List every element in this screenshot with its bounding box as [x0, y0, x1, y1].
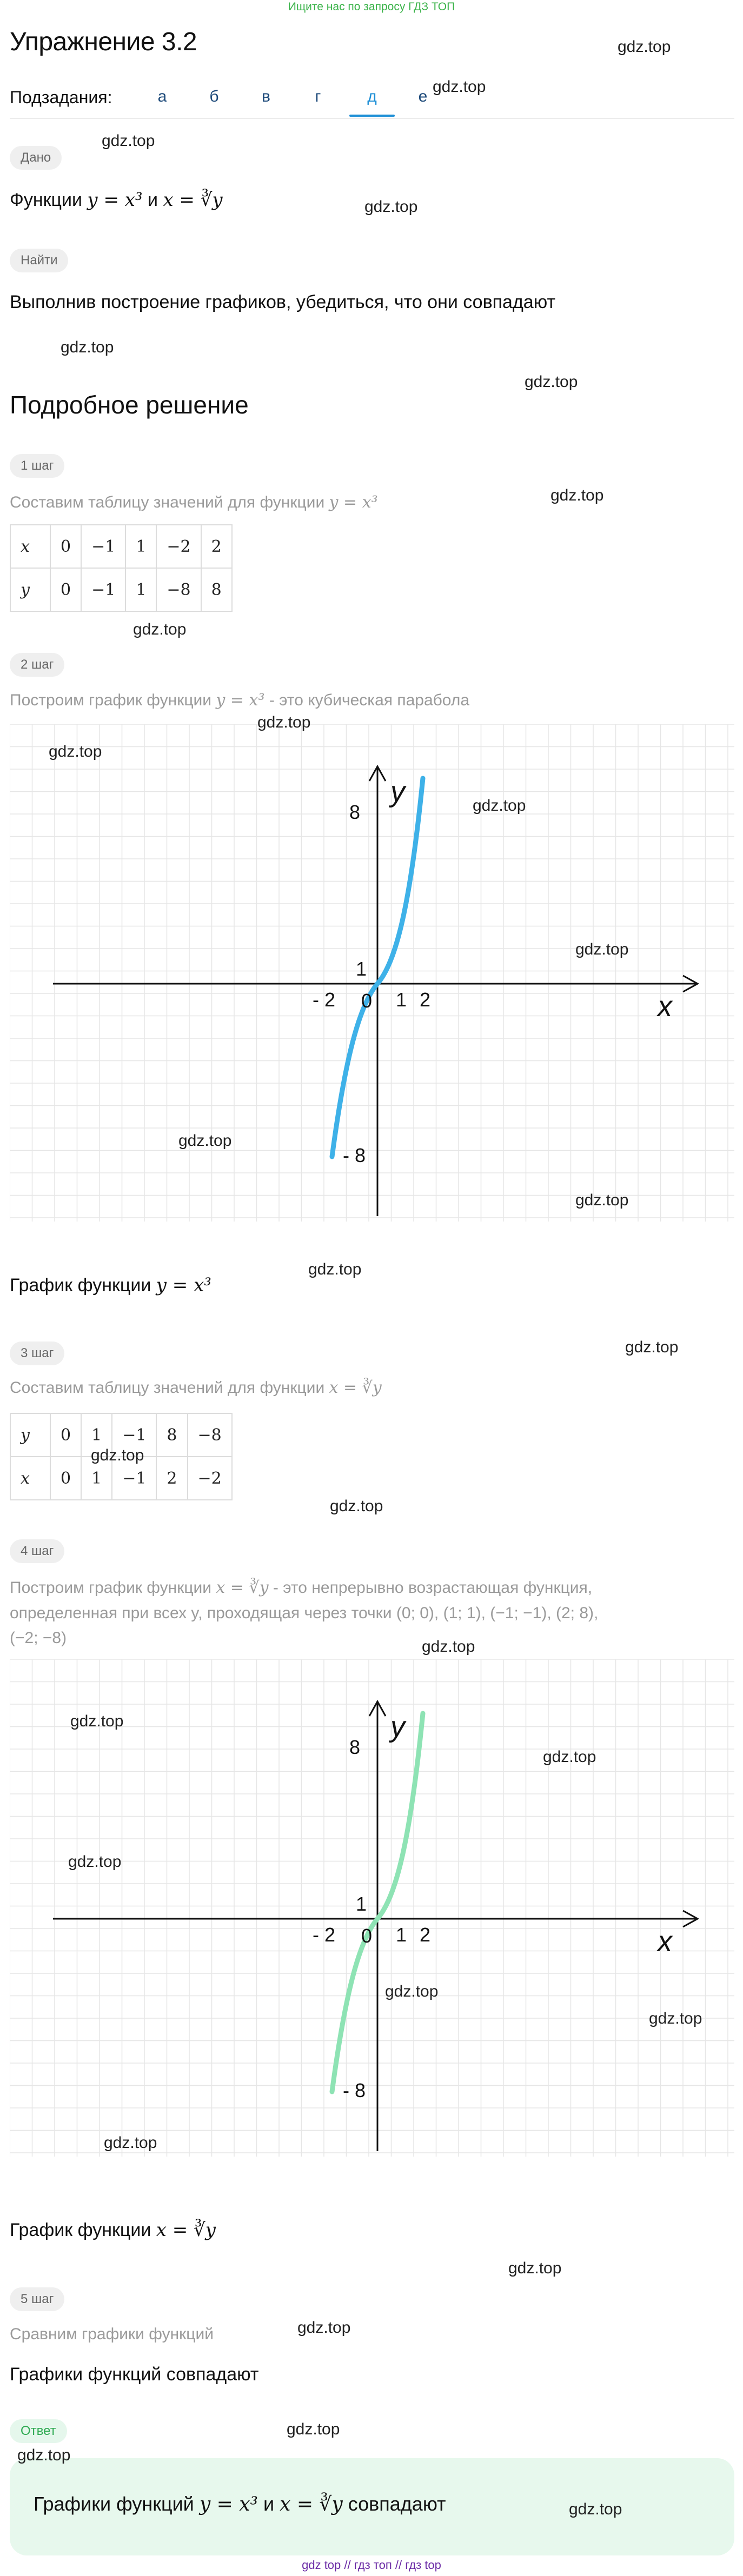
- table-cell: 0: [50, 1457, 81, 1500]
- watermark: gdz.top: [569, 2500, 622, 2518]
- subtask-tab-d[interactable]: д: [367, 88, 377, 105]
- step1-prefix: Составим таблицу значений для функции: [10, 493, 325, 511]
- axes: [53, 766, 698, 1216]
- watermark: gdz.top: [575, 940, 629, 958]
- table-cell: y: [10, 568, 50, 611]
- tick-origin: 0: [361, 990, 373, 1012]
- tick-x-2: 2: [420, 989, 431, 1011]
- step4-caption-prefix: График функции: [10, 2220, 151, 2240]
- step3-prefix: Составим таблицу значений для функции: [10, 1379, 325, 1397]
- given-prefix: Функции: [10, 190, 82, 210]
- tick-x-1: 1: [396, 1924, 407, 1946]
- table-cell: 1: [81, 1457, 112, 1500]
- watermark: gdz.top: [133, 620, 187, 638]
- table-cell: −1: [112, 1413, 156, 1457]
- graph-svg-2: [10, 1659, 734, 2157]
- table-cell: −2: [156, 525, 201, 568]
- given-eq2: x = ∛y: [163, 189, 223, 211]
- tick-x-neg2: - 2: [313, 1924, 336, 1946]
- footer-links[interactable]: gdz top // гдз топ // гдз top: [302, 2558, 441, 2572]
- answer-pill: Ответ: [10, 2419, 67, 2443]
- step3-eq: x = ∛y: [329, 1378, 382, 1397]
- step4-line1-eq: x = ∛y: [216, 1578, 269, 1597]
- table-cell: −8: [156, 568, 201, 611]
- table-cell: 2: [201, 525, 232, 568]
- watermark: gdz.top: [364, 198, 418, 216]
- table-cell: −8: [188, 1413, 232, 1457]
- table-row: [10, 568, 232, 611]
- step5-conclusion: Графики функций совпадают: [10, 2364, 259, 2385]
- table-cell: 8: [156, 1413, 187, 1457]
- subtask-tab-e[interactable]: е: [418, 88, 428, 105]
- given-eq1: y = x³: [87, 189, 143, 211]
- grid: [10, 724, 734, 1222]
- step5-text: Сравним графики функций: [10, 2325, 214, 2343]
- table-cell: 0: [50, 1413, 81, 1457]
- table-cell: 1: [81, 1413, 112, 1457]
- y-axis-label: y: [390, 1711, 405, 1743]
- find-pill: Найти: [10, 249, 68, 272]
- step2-suffix: - это кубическая парабола: [269, 691, 470, 709]
- tick-y-neg8: - 8: [343, 1144, 366, 1166]
- step4-line1-suffix: - это непрерывно возрастающая функция,: [273, 1579, 593, 1597]
- watermark: gdz.top: [330, 1497, 383, 1515]
- step4-line1: [10, 1578, 592, 1597]
- step1-eq: y = x³: [329, 493, 378, 512]
- step4-pill: 4 шаг: [10, 1539, 64, 1563]
- step4-line1-prefix: Построим график функции: [10, 1579, 212, 1597]
- subtask-tab-g[interactable]: г: [315, 88, 321, 105]
- step2-caption: [10, 1274, 211, 1296]
- given-conj: и: [148, 190, 158, 210]
- table-cell: 0: [50, 525, 81, 568]
- answer-eq1: y = x³: [199, 2493, 258, 2515]
- watermark: gdz.top: [618, 38, 671, 56]
- step2-prefix: Построим график функции: [10, 691, 212, 709]
- table-cell: x: [10, 525, 50, 568]
- subtask-tab-v[interactable]: в: [262, 88, 270, 105]
- answer-conj: и: [263, 2493, 275, 2515]
- watermark: gdz.top: [287, 2420, 340, 2438]
- table-cell: 1: [125, 525, 156, 568]
- watermark: gdz.top: [297, 2319, 351, 2337]
- table-cell: x: [10, 1457, 50, 1500]
- watermark: gdz.top: [625, 1338, 679, 1356]
- tick-origin: 0: [361, 1925, 373, 1947]
- step2-caption-prefix: График функции: [10, 1275, 151, 1296]
- step3-text: [10, 1378, 382, 1397]
- step2-eq: y = x³: [216, 691, 265, 710]
- top-banner[interactable]: Ищите нас по запросу ГДЗ ТОП: [288, 1, 455, 13]
- watermark: gdz.top: [17, 2446, 71, 2464]
- step2-caption-eq: y = x³: [156, 1274, 211, 1296]
- table-cell: 2: [156, 1457, 187, 1500]
- table-cell: 1: [125, 568, 156, 611]
- step4-caption-eq: x = ∛y: [156, 2219, 216, 2241]
- table-cell: −1: [81, 525, 125, 568]
- find-text: Выполнив построение графиков, убедиться, что они совпадают: [10, 292, 556, 312]
- tick-x-neg2: - 2: [313, 989, 336, 1011]
- cbrt-graph: [10, 1659, 734, 2157]
- watermark: gdz.top: [91, 1446, 144, 1464]
- table-cell: y: [10, 1413, 50, 1457]
- watermark: gdz.top: [525, 373, 578, 391]
- step5-pill: 5 шаг: [10, 2287, 64, 2311]
- tick-x-2: 2: [420, 1924, 431, 1946]
- cubic-graph: [10, 724, 734, 1222]
- watermark: gdz.top: [68, 1853, 122, 1871]
- active-tab-indicator: [349, 115, 395, 117]
- watermark: gdz.top: [385, 1983, 439, 2000]
- answer-text: [34, 2493, 446, 2515]
- divider: [10, 118, 734, 119]
- grid: [10, 1659, 734, 2157]
- step4-line2: определенная при всех y, проходящая через точки (0; 0), (1; 1), (−1; −1), (2; 8),: [10, 1604, 599, 1622]
- answer-suffix: совпадают: [348, 2493, 446, 2515]
- watermark: gdz.top: [575, 1191, 629, 1209]
- page-title: Упражнение 3.2: [10, 28, 197, 56]
- given-pill: Дано: [10, 146, 62, 170]
- step2-pill: 2 шаг: [10, 653, 64, 677]
- watermark: gdz.top: [257, 713, 311, 731]
- watermark: gdz.top: [104, 2134, 157, 2152]
- axes: [53, 1701, 698, 2151]
- table-cell: −1: [81, 568, 125, 611]
- values-table-1: [10, 524, 233, 612]
- watermark: gdz.top: [70, 1712, 124, 1730]
- watermark: gdz.top: [49, 743, 102, 760]
- answer-prefix: Графики функций: [34, 2493, 194, 2515]
- table-row: [10, 525, 232, 568]
- tick-y-8: 8: [349, 1736, 361, 1758]
- given-text: [10, 189, 223, 211]
- tick-y-neg8: - 8: [343, 2079, 366, 2101]
- x-axis-label: x: [658, 990, 672, 1023]
- tick-y-1: 1: [356, 1893, 367, 1915]
- watermark: gdz.top: [649, 2010, 702, 2027]
- watermark: gdz.top: [508, 2259, 562, 2277]
- watermark: gdz.top: [178, 1132, 232, 1150]
- step2-text: [10, 691, 469, 710]
- table-cell: −1: [112, 1457, 156, 1500]
- watermark: gdz.top: [433, 78, 486, 96]
- tick-y-1: 1: [356, 958, 367, 980]
- tick-x-1: 1: [396, 989, 407, 1011]
- watermark: gdz.top: [102, 132, 155, 150]
- y-axis-label: y: [390, 776, 405, 808]
- step4-line3: (−2; −8): [10, 1629, 67, 1647]
- answer-eq2: x = ∛y: [280, 2493, 343, 2515]
- subtask-tab-b[interactable]: б: [209, 88, 219, 105]
- subtask-tab-a[interactable]: а: [157, 88, 167, 105]
- table-cell: 8: [201, 568, 232, 611]
- watermark: gdz.top: [543, 1748, 596, 1766]
- step1-pill: 1 шаг: [10, 454, 64, 478]
- watermark: gdz.top: [61, 338, 114, 356]
- solution-title: Подробное решение: [10, 391, 249, 419]
- table-cell: −2: [188, 1457, 232, 1500]
- watermark: gdz.top: [422, 1638, 475, 1656]
- tick-y-8: 8: [349, 801, 361, 823]
- table-cell: 0: [50, 568, 81, 611]
- watermark: gdz.top: [308, 1260, 362, 1278]
- watermark: gdz.top: [550, 486, 604, 504]
- step1-text: [10, 493, 378, 512]
- graph-svg-1: [10, 724, 734, 1222]
- subtasks-label: Подзадания:: [10, 88, 112, 107]
- x-axis-label: x: [658, 1925, 672, 1958]
- step4-caption: [10, 2219, 216, 2241]
- step3-pill: 3 шаг: [10, 1342, 64, 1365]
- watermark: gdz.top: [473, 797, 526, 815]
